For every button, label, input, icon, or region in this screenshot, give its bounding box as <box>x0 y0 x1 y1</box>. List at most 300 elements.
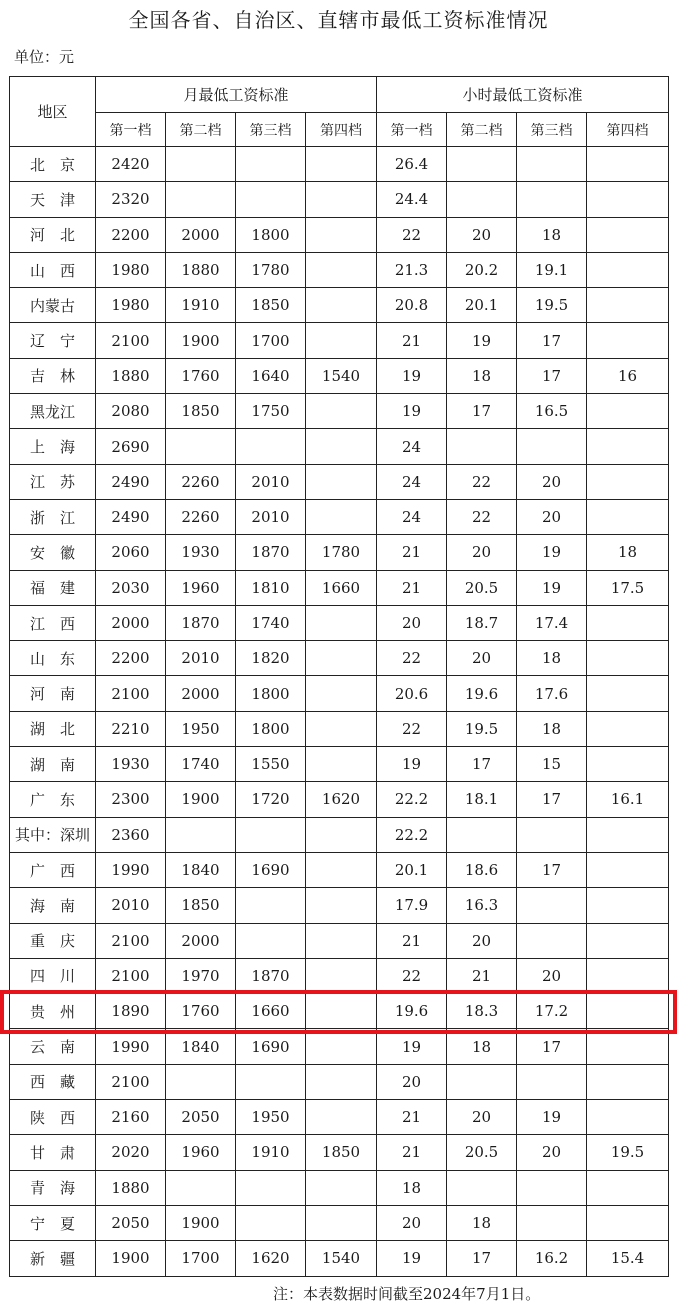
region-cell: 陕 西 <box>10 1100 96 1135</box>
hourly-value-cell <box>587 252 669 287</box>
hourly-header: 小时最低工资标准 <box>377 77 669 113</box>
hourly-value-cell: 20 <box>377 605 447 640</box>
monthly-value-cell: 1640 <box>236 358 306 393</box>
table-row <box>10 958 669 993</box>
region-cell: 湖 北 <box>10 711 96 746</box>
table-row <box>10 676 669 711</box>
hourly-value-cell: 24 <box>377 464 447 499</box>
hourly-value-cell: 17 <box>517 782 587 817</box>
hourly-value-cell: 15 <box>517 747 587 782</box>
monthly-value-cell: 2100 <box>96 958 166 993</box>
monthly-value-cell: 1960 <box>166 1135 236 1170</box>
hourly-tier-header: 第四档 <box>587 113 669 147</box>
monthly-value-cell: 1780 <box>306 535 377 570</box>
region-cell: 福 建 <box>10 570 96 605</box>
monthly-value-cell: 1850 <box>306 1135 377 1170</box>
region-header: 地区 <box>10 77 96 147</box>
region-cell: 重 庆 <box>10 923 96 958</box>
monthly-value-cell: 2010 <box>96 888 166 923</box>
hourly-value-cell: 20 <box>517 958 587 993</box>
hourly-value-cell: 24 <box>377 499 447 534</box>
table-row <box>10 782 669 817</box>
monthly-value-cell: 2260 <box>166 464 236 499</box>
hourly-value-cell: 19 <box>377 358 447 393</box>
region-cell: 山 西 <box>10 252 96 287</box>
page-title: 全国各省、自治区、直辖市最低工资标准情况 <box>128 8 549 32</box>
monthly-value-cell: 2010 <box>236 464 306 499</box>
region-cell: 其中：深圳 <box>10 817 96 852</box>
hourly-value-cell <box>587 817 669 852</box>
hourly-value-cell <box>517 429 587 464</box>
monthly-value-cell: 1550 <box>236 747 306 782</box>
hourly-value-cell: 26.4 <box>377 147 447 182</box>
hourly-value-cell: 18 <box>517 641 587 676</box>
monthly-value-cell <box>306 747 377 782</box>
hourly-value-cell <box>447 1064 517 1099</box>
hourly-value-cell <box>587 182 669 217</box>
table-row <box>10 499 669 534</box>
hourly-value-cell: 18 <box>587 535 669 570</box>
hourly-value-cell: 17 <box>447 394 517 429</box>
hourly-value-cell <box>587 994 669 1029</box>
monthly-value-cell <box>306 817 377 852</box>
hourly-value-cell: 20 <box>447 923 517 958</box>
monthly-value-cell: 1970 <box>166 958 236 993</box>
monthly-value-cell <box>236 429 306 464</box>
table-row <box>10 323 669 358</box>
hourly-value-cell: 21.3 <box>377 252 447 287</box>
hourly-value-cell: 20 <box>447 217 517 252</box>
table-row <box>10 1135 669 1170</box>
region-cell: 甘 肃 <box>10 1135 96 1170</box>
monthly-value-cell <box>236 147 306 182</box>
hourly-value-cell: 19 <box>377 1029 447 1064</box>
monthly-value-cell <box>306 641 377 676</box>
hourly-value-cell <box>587 323 669 358</box>
monthly-value-cell <box>166 1170 236 1205</box>
monthly-value-cell: 1900 <box>166 1205 236 1240</box>
monthly-value-cell <box>306 958 377 993</box>
hourly-value-cell: 16 <box>587 358 669 393</box>
hourly-value-cell: 22 <box>377 958 447 993</box>
monthly-value-cell <box>236 1170 306 1205</box>
hourly-value-cell <box>587 605 669 640</box>
hourly-value-cell: 20.8 <box>377 288 447 323</box>
monthly-value-cell: 1850 <box>166 888 236 923</box>
region-cell: 辽 宁 <box>10 323 96 358</box>
hourly-value-cell: 21 <box>377 323 447 358</box>
region-cell: 北 京 <box>10 147 96 182</box>
hourly-value-cell: 21 <box>377 570 447 605</box>
table-row <box>10 817 669 852</box>
monthly-value-cell: 2690 <box>96 429 166 464</box>
monthly-value-cell: 1990 <box>96 852 166 887</box>
monthly-value-cell: 2080 <box>96 394 166 429</box>
region-cell: 天 津 <box>10 182 96 217</box>
monthly-value-cell: 2050 <box>96 1205 166 1240</box>
monthly-value-cell: 1900 <box>166 782 236 817</box>
region-cell: 浙 江 <box>10 499 96 534</box>
hourly-value-cell: 19 <box>377 1241 447 1276</box>
hourly-value-cell <box>517 817 587 852</box>
table-row <box>10 182 669 217</box>
monthly-value-cell: 1700 <box>236 323 306 358</box>
monthly-value-cell: 1540 <box>306 358 377 393</box>
monthly-value-cell: 2210 <box>96 711 166 746</box>
table-row <box>10 1064 669 1099</box>
hourly-value-cell: 19 <box>377 747 447 782</box>
monthly-value-cell: 2360 <box>96 817 166 852</box>
table-row <box>10 852 669 887</box>
monthly-value-cell: 1800 <box>236 676 306 711</box>
region-cell: 广 东 <box>10 782 96 817</box>
monthly-value-cell: 1800 <box>236 711 306 746</box>
region-cell: 青 海 <box>10 1170 96 1205</box>
monthly-tier-header: 第四档 <box>306 113 377 147</box>
hourly-value-cell: 19 <box>517 570 587 605</box>
monthly-value-cell: 1780 <box>236 252 306 287</box>
table-row <box>10 641 669 676</box>
hourly-value-cell: 17 <box>447 747 517 782</box>
monthly-value-cell: 1620 <box>306 782 377 817</box>
monthly-value-cell: 1930 <box>166 535 236 570</box>
monthly-value-cell <box>306 923 377 958</box>
table-row <box>10 1241 669 1276</box>
table-row <box>10 358 669 393</box>
monthly-value-cell <box>306 1100 377 1135</box>
hourly-value-cell: 20.5 <box>447 1135 517 1170</box>
monthly-header: 月最低工资标准 <box>96 77 377 113</box>
monthly-value-cell: 2060 <box>96 535 166 570</box>
region-cell: 上 海 <box>10 429 96 464</box>
hourly-value-cell <box>587 711 669 746</box>
hourly-value-cell: 18 <box>517 711 587 746</box>
hourly-value-cell: 20 <box>447 1100 517 1135</box>
region-cell: 宁 夏 <box>10 1205 96 1240</box>
monthly-value-cell <box>166 1064 236 1099</box>
monthly-value-cell <box>166 429 236 464</box>
table-row <box>10 1029 669 1064</box>
monthly-value-cell: 2320 <box>96 182 166 217</box>
hourly-value-cell: 21 <box>377 535 447 570</box>
hourly-value-cell <box>587 499 669 534</box>
monthly-value-cell: 2200 <box>96 217 166 252</box>
hourly-value-cell <box>587 958 669 993</box>
monthly-value-cell: 1690 <box>236 1029 306 1064</box>
monthly-value-cell <box>306 394 377 429</box>
hourly-value-cell: 17.2 <box>517 994 587 1029</box>
hourly-value-cell <box>587 394 669 429</box>
monthly-value-cell: 2000 <box>166 217 236 252</box>
hourly-value-cell: 19.1 <box>517 252 587 287</box>
monthly-value-cell <box>306 429 377 464</box>
monthly-value-cell <box>306 1205 377 1240</box>
hourly-value-cell: 19.5 <box>447 711 517 746</box>
monthly-value-cell: 1870 <box>236 958 306 993</box>
monthly-value-cell: 2490 <box>96 499 166 534</box>
hourly-value-cell: 21 <box>377 1100 447 1135</box>
monthly-value-cell <box>236 1064 306 1099</box>
hourly-value-cell <box>587 1100 669 1135</box>
hourly-value-cell: 21 <box>377 923 447 958</box>
hourly-value-cell: 19.5 <box>587 1135 669 1170</box>
hourly-value-cell: 16.5 <box>517 394 587 429</box>
hourly-tier-header: 第三档 <box>517 113 587 147</box>
hourly-value-cell: 15.4 <box>587 1241 669 1276</box>
monthly-value-cell: 1980 <box>96 288 166 323</box>
unit-label: 单位：元 <box>14 48 75 66</box>
hourly-value-cell <box>517 147 587 182</box>
monthly-value-cell: 2000 <box>166 676 236 711</box>
monthly-value-cell: 1890 <box>96 994 166 1029</box>
monthly-value-cell <box>306 676 377 711</box>
monthly-value-cell <box>306 994 377 1029</box>
hourly-value-cell: 22 <box>447 464 517 499</box>
monthly-value-cell <box>306 323 377 358</box>
monthly-value-cell: 1950 <box>236 1100 306 1135</box>
monthly-value-cell: 1690 <box>236 852 306 887</box>
monthly-tier-header: 第一档 <box>96 113 166 147</box>
hourly-value-cell: 20 <box>377 1205 447 1240</box>
monthly-value-cell: 1960 <box>166 570 236 605</box>
region-cell: 广 西 <box>10 852 96 887</box>
hourly-value-cell: 19.5 <box>517 288 587 323</box>
hourly-value-cell <box>447 429 517 464</box>
monthly-value-cell: 2000 <box>166 923 236 958</box>
monthly-value-cell <box>306 605 377 640</box>
monthly-value-cell: 1900 <box>96 1241 166 1276</box>
monthly-value-cell: 1540 <box>306 1241 377 1276</box>
monthly-value-cell: 1880 <box>96 1170 166 1205</box>
hourly-value-cell: 16.2 <box>517 1241 587 1276</box>
monthly-value-cell: 2200 <box>96 641 166 676</box>
monthly-value-cell: 1850 <box>236 288 306 323</box>
hourly-value-cell: 18 <box>447 1205 517 1240</box>
hourly-value-cell: 18.7 <box>447 605 517 640</box>
hourly-value-cell: 19.6 <box>377 994 447 1029</box>
hourly-value-cell <box>587 429 669 464</box>
region-cell: 吉 林 <box>10 358 96 393</box>
monthly-value-cell: 1900 <box>166 323 236 358</box>
monthly-value-cell <box>306 1029 377 1064</box>
monthly-value-cell: 1910 <box>236 1135 306 1170</box>
hourly-value-cell <box>447 182 517 217</box>
monthly-value-cell <box>306 464 377 499</box>
monthly-value-cell: 1870 <box>166 605 236 640</box>
monthly-value-cell: 2420 <box>96 147 166 182</box>
hourly-value-cell <box>447 147 517 182</box>
hourly-value-cell <box>587 923 669 958</box>
table-row <box>10 747 669 782</box>
table-row <box>10 1205 669 1240</box>
hourly-value-cell <box>587 676 669 711</box>
monthly-value-cell: 1810 <box>236 570 306 605</box>
table-row <box>10 711 669 746</box>
hourly-value-cell: 22.2 <box>377 817 447 852</box>
monthly-value-cell: 1740 <box>236 605 306 640</box>
table-row <box>10 252 669 287</box>
table-row <box>10 1100 669 1135</box>
region-cell: 黑龙江 <box>10 394 96 429</box>
monthly-value-cell <box>306 852 377 887</box>
hourly-value-cell: 18 <box>517 217 587 252</box>
hourly-value-cell: 18.1 <box>447 782 517 817</box>
hourly-value-cell: 17 <box>517 1029 587 1064</box>
monthly-value-cell <box>306 147 377 182</box>
table-body <box>10 147 669 1277</box>
hourly-value-cell <box>587 747 669 782</box>
monthly-value-cell: 1820 <box>236 641 306 676</box>
monthly-value-cell <box>306 288 377 323</box>
hourly-value-cell: 24 <box>377 429 447 464</box>
region-cell: 贵 州 <box>10 994 96 1029</box>
region-cell: 内蒙古 <box>10 288 96 323</box>
hourly-value-cell: 20 <box>447 535 517 570</box>
monthly-value-cell: 1760 <box>166 994 236 1029</box>
table-row <box>10 1170 669 1205</box>
monthly-value-cell: 2160 <box>96 1100 166 1135</box>
monthly-value-cell <box>166 182 236 217</box>
region-cell: 山 东 <box>10 641 96 676</box>
table-row <box>10 535 669 570</box>
monthly-value-cell: 1850 <box>166 394 236 429</box>
hourly-value-cell: 18.6 <box>447 852 517 887</box>
region-cell: 河 南 <box>10 676 96 711</box>
monthly-value-cell: 1740 <box>166 747 236 782</box>
hourly-value-cell: 22 <box>447 499 517 534</box>
hourly-value-cell: 17 <box>517 358 587 393</box>
hourly-value-cell <box>587 217 669 252</box>
monthly-value-cell: 2100 <box>96 676 166 711</box>
hourly-value-cell <box>447 817 517 852</box>
hourly-value-cell: 24.4 <box>377 182 447 217</box>
table-row <box>10 429 669 464</box>
hourly-value-cell <box>587 1170 669 1205</box>
monthly-value-cell: 2030 <box>96 570 166 605</box>
hourly-value-cell <box>517 1064 587 1099</box>
hourly-value-cell: 20 <box>517 499 587 534</box>
hourly-value-cell: 19 <box>377 394 447 429</box>
hourly-value-cell: 20 <box>517 1135 587 1170</box>
hourly-value-cell <box>587 888 669 923</box>
hourly-value-cell <box>517 182 587 217</box>
hourly-value-cell <box>587 288 669 323</box>
region-cell: 四 川 <box>10 958 96 993</box>
monthly-value-cell: 2000 <box>96 605 166 640</box>
hourly-value-cell: 22 <box>377 711 447 746</box>
hourly-value-cell: 17 <box>517 852 587 887</box>
hourly-value-cell: 18 <box>377 1170 447 1205</box>
monthly-value-cell: 2260 <box>166 499 236 534</box>
monthly-value-cell: 1990 <box>96 1029 166 1064</box>
hourly-value-cell: 17 <box>447 1241 517 1276</box>
monthly-value-cell <box>306 1170 377 1205</box>
hourly-value-cell: 19.6 <box>447 676 517 711</box>
monthly-value-cell <box>236 923 306 958</box>
monthly-value-cell <box>306 217 377 252</box>
table-row <box>10 394 669 429</box>
monthly-value-cell: 1840 <box>166 1029 236 1064</box>
hourly-value-cell <box>587 1064 669 1099</box>
monthly-value-cell <box>306 888 377 923</box>
monthly-value-cell: 1620 <box>236 1241 306 1276</box>
monthly-value-cell <box>236 888 306 923</box>
hourly-value-cell: 22 <box>377 641 447 676</box>
monthly-tier-header: 第二档 <box>166 113 236 147</box>
monthly-value-cell: 1760 <box>166 358 236 393</box>
hourly-value-cell <box>517 923 587 958</box>
monthly-value-cell: 2010 <box>236 499 306 534</box>
hourly-value-cell: 21 <box>447 958 517 993</box>
table-row <box>10 994 669 1029</box>
hourly-value-cell: 18 <box>447 1029 517 1064</box>
wage-table <box>9 76 669 1277</box>
monthly-value-cell: 1910 <box>166 288 236 323</box>
hourly-value-cell: 20.1 <box>447 288 517 323</box>
monthly-value-cell: 2100 <box>96 1064 166 1099</box>
hourly-value-cell: 20.5 <box>447 570 517 605</box>
hourly-value-cell: 19 <box>517 1100 587 1135</box>
monthly-value-cell: 1950 <box>166 711 236 746</box>
hourly-value-cell: 20 <box>517 464 587 499</box>
hourly-value-cell: 21 <box>377 1135 447 1170</box>
hourly-value-cell <box>447 1170 517 1205</box>
hourly-value-cell: 16.1 <box>587 782 669 817</box>
hourly-value-cell <box>587 1029 669 1064</box>
region-cell: 安 徽 <box>10 535 96 570</box>
region-cell: 湖 南 <box>10 747 96 782</box>
monthly-value-cell: 1880 <box>166 252 236 287</box>
monthly-value-cell <box>306 1064 377 1099</box>
monthly-value-cell: 1840 <box>166 852 236 887</box>
hourly-value-cell <box>587 464 669 499</box>
monthly-value-cell: 2010 <box>166 641 236 676</box>
footnote: 注：本表数据时间截至2024年7月1日。 <box>273 1285 541 1303</box>
table-row <box>10 217 669 252</box>
hourly-value-cell: 20.2 <box>447 252 517 287</box>
hourly-value-cell: 16.3 <box>447 888 517 923</box>
hourly-value-cell: 20 <box>377 1064 447 1099</box>
region-cell: 江 西 <box>10 605 96 640</box>
monthly-value-cell: 2020 <box>96 1135 166 1170</box>
monthly-value-cell: 2050 <box>166 1100 236 1135</box>
region-cell: 江 苏 <box>10 464 96 499</box>
monthly-value-cell <box>306 182 377 217</box>
monthly-value-cell <box>236 817 306 852</box>
region-cell: 海 南 <box>10 888 96 923</box>
hourly-tier-header: 第一档 <box>377 113 447 147</box>
monthly-value-cell: 1660 <box>236 994 306 1029</box>
monthly-value-cell: 2490 <box>96 464 166 499</box>
monthly-value-cell <box>306 499 377 534</box>
hourly-value-cell <box>587 1205 669 1240</box>
monthly-value-cell: 1930 <box>96 747 166 782</box>
hourly-value-cell: 18.3 <box>447 994 517 1029</box>
table-row <box>10 147 669 182</box>
hourly-value-cell: 19 <box>447 323 517 358</box>
table-row <box>10 570 669 605</box>
hourly-value-cell <box>587 852 669 887</box>
table-row <box>10 888 669 923</box>
hourly-value-cell: 22 <box>377 217 447 252</box>
monthly-value-cell <box>166 817 236 852</box>
hourly-value-cell <box>517 1170 587 1205</box>
monthly-value-cell: 1800 <box>236 217 306 252</box>
table-row <box>10 605 669 640</box>
table-row <box>10 464 669 499</box>
hourly-value-cell <box>517 1205 587 1240</box>
hourly-value-cell: 20.6 <box>377 676 447 711</box>
